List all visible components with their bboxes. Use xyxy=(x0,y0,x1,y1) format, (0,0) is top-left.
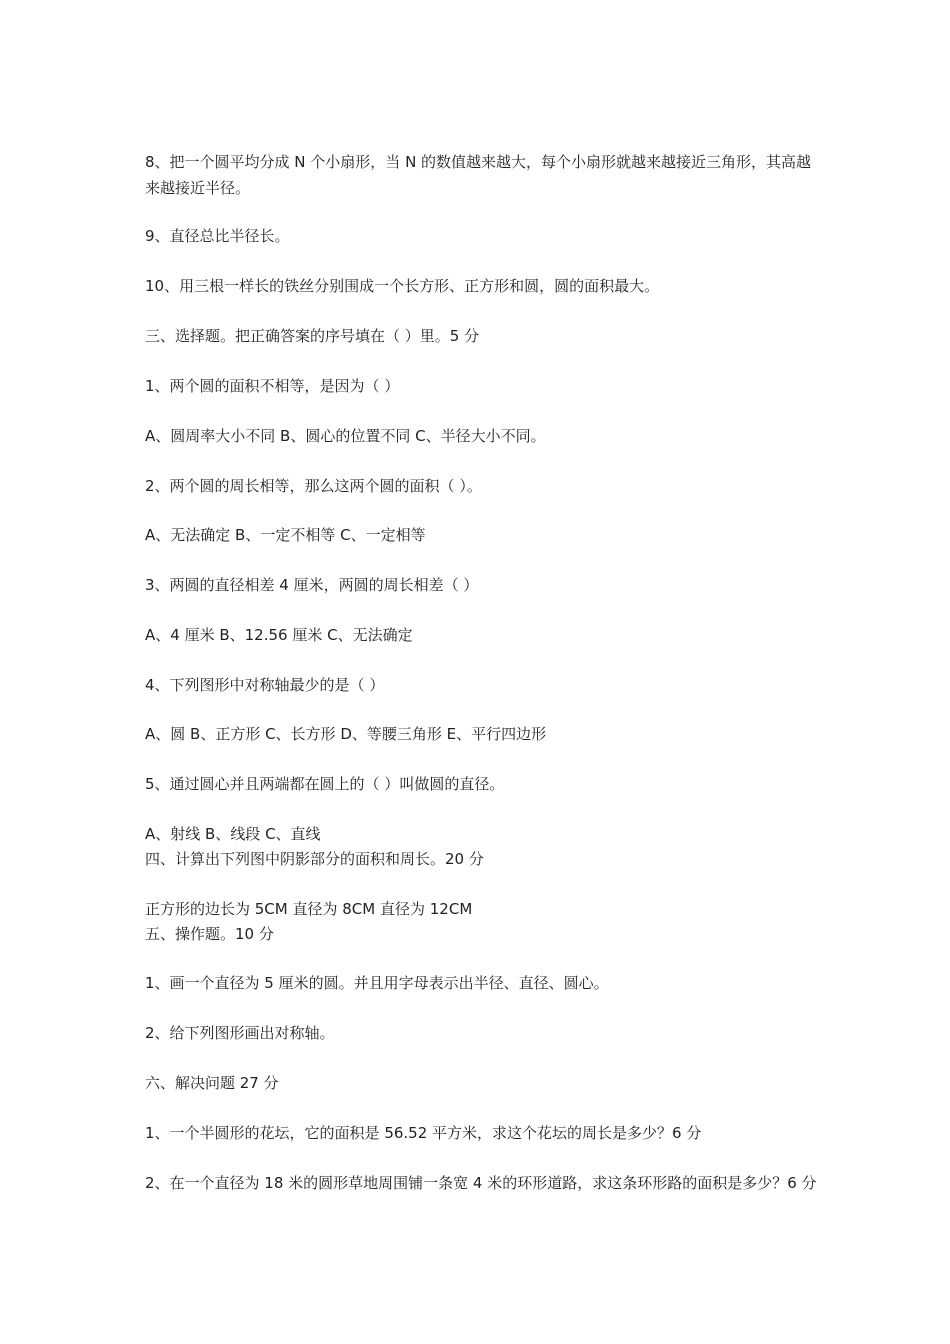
section-5-heading: 五、操作题。10 分 xyxy=(145,925,274,943)
choice-question-3-options: A、4 厘米 B、12.56 厘米 C、无法确定 xyxy=(145,626,413,644)
figure-caption: 正方形的边长为 5CM 直径为 8CM 直径为 12CM xyxy=(145,900,473,918)
choice-question-4-options: A、圆 B、正方形 C、长方形 D、等腰三角形 E、平行四边形 xyxy=(145,725,547,743)
section-4-heading: 四、计算出下列图中阴影部分的面积和周长。20 分 xyxy=(145,850,484,868)
choice-question-3: 3、两圆的直径相差 4 厘米，两圆的周长相差（ ） xyxy=(145,576,479,594)
choice-question-5: 5、通过圆心并且两端都在圆上的（ ）叫做圆的直径。 xyxy=(145,775,505,793)
section-3-heading: 三、选择题。把正确答案的序号填在（ ）里。5 分 xyxy=(145,327,480,345)
question-9-text: 9、直径总比半径长。 xyxy=(145,227,290,245)
choice-question-1: 1、两个圆的面积不相等，是因为（ ） xyxy=(145,377,400,395)
section-6-heading: 六、解决问题 27 分 xyxy=(145,1074,279,1092)
operation-question-1: 1、画一个直径为 5 厘米的圆。并且用字母表示出半径、直径、圆心。 xyxy=(145,974,609,992)
problem-2: 2、在一个直径为 18 米的圆形草地周围铺一条宽 4 米的环形道路，求这条环形路的面积是多少？6 分 xyxy=(145,1174,817,1192)
choice-question-4: 4、下列图形中对称轴最少的是（ ） xyxy=(145,676,385,694)
choice-question-2: 2、两个圆的周长相等，那么这两个圆的面积（ ）。 xyxy=(145,477,482,495)
question-8-text: 8、把一个圆平均分成 N 个小扇形，当 N 的数值越来越大，每个小扇形就越来越接近三角形，其高越来越接近半径。 xyxy=(145,153,812,197)
choice-question-5-options: A、射线 B、线段 C、直线 xyxy=(145,825,321,843)
problem-1: 1、一个半圆形的花坛，它的面积是 56.52 平方米，求这个花坛的周长是多少？6 分 xyxy=(145,1124,702,1142)
question-10-text: 10、用三根一样长的铁丝分别围成一个长方形、正方形和圆，圆的面积最大。 xyxy=(145,277,660,295)
choice-question-2-options: A、无法确定 B、一定不相等 C、一定相等 xyxy=(145,526,426,544)
choice-question-1-options: A、圆周率大小不同 B、圆心的位置不同 C、半径大小不同。 xyxy=(145,427,546,445)
operation-question-2: 2、给下列图形画出对称轴。 xyxy=(145,1024,335,1042)
